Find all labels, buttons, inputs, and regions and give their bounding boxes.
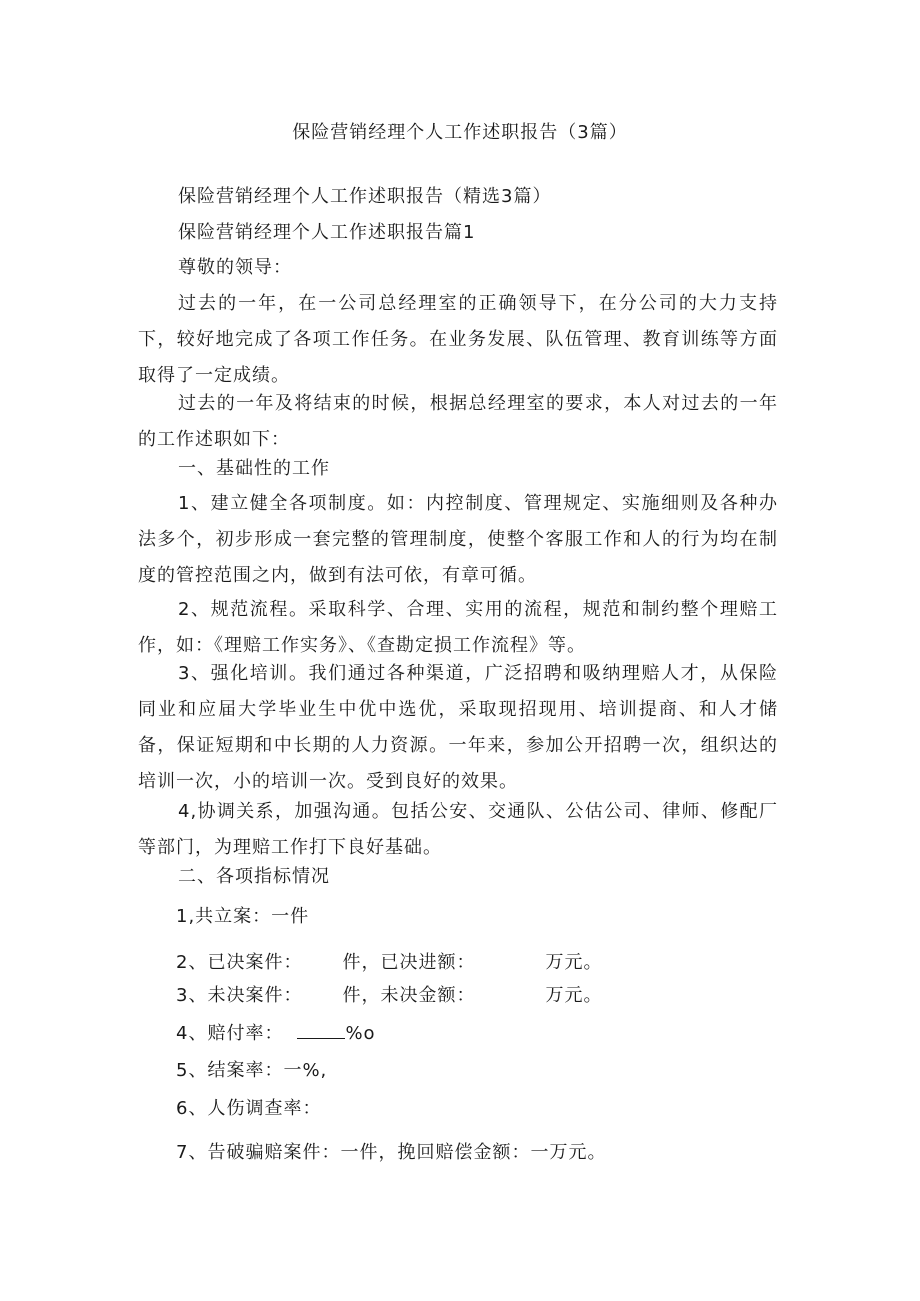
indicator-injury-survey-rate: 6、人伤调查率： — [176, 1098, 322, 1119]
indicator-payout-rate — [176, 1022, 376, 1045]
indicator-fraud-cases: 7、告破骗赔案件：一件，挽回赔偿金额：一万元。 — [176, 1142, 607, 1163]
indicator-closure-rate: 5、结案率：一%, — [176, 1060, 328, 1081]
indicator-total-cases: 1,共立案：一件 — [176, 906, 310, 927]
salutation: 尊敬的领导： — [178, 257, 292, 278]
payout-rate-label: 4、赔付率： — [176, 1023, 284, 1044]
section1-heading: 一、基础性的工作 — [178, 458, 330, 479]
settled-unit: 万元。 — [545, 952, 603, 973]
settled-amount-label: 件，已决进额： — [342, 952, 476, 973]
underline-blank — [297, 1022, 345, 1039]
pending-amount-label: 件，未决金额： — [342, 985, 476, 1006]
summary-paragraph: 过去的一年及将结束的时候，根据总经理室的要求，本人对过去的一年的工作述职如下： — [138, 393, 778, 450]
intro-paragraph: 过去的一年，在一公司总经理室的正确领导下，在分公司的大力支持下，较好地完成了各项工作任务。在业务发展、队伍管理、教育训练等方面取得了一定成绩。 — [138, 293, 778, 386]
section1-item-2: 2、规范流程。采取科学、合理、实用的流程，规范和制约整个理赔工作，如：《理赔工作实务》、《查勘定损工作流程》等。 — [138, 599, 778, 656]
pending-cases-label: 3、未决案件： — [176, 985, 303, 1006]
permille-sign: %o — [345, 1023, 376, 1044]
document-title: 保险营销经理个人工作述职报告（3篇） — [292, 122, 628, 143]
indicator-settled-cases — [176, 952, 602, 974]
settled-cases-label: 2、已决案件： — [176, 952, 303, 973]
indicator-pending-cases — [176, 985, 602, 1007]
section1-item-4: 4,协调关系，加强沟通。包括公安、交通队、公估公司、律师、修配厂等部门，为理赔工作打下良好基础。 — [138, 801, 778, 858]
section1-item-1: 1、建立健全各项制度。如：内控制度、管理规定、实施细则及各种办法多个，初步形成一套完整的管理制度，使整个客服工作和人的行为均在制度的管控范围之内，做到有法可依，有章可循。 — [138, 493, 778, 586]
section1-item-3: 3、强化培训。我们通过各种渠道，广泛招聘和吸纳理赔人才，从保险同业和应届大学毕业生中优中选优，采取现招现用、培训提商、和人才储备，保证短期和中长期的人力资源。一年来，参加公开招聘一次，组织达的培训一次，小的培训一次。受到良好的效果。 — [138, 663, 778, 792]
pending-unit: 万元。 — [545, 985, 603, 1006]
part-heading: 保险营销经理个人工作述职报告篇1 — [178, 222, 476, 243]
section2-heading: 二、各项指标情况 — [178, 866, 330, 887]
document-subtitle: 保险营销经理个人工作述职报告（精选3篇） — [178, 186, 552, 207]
